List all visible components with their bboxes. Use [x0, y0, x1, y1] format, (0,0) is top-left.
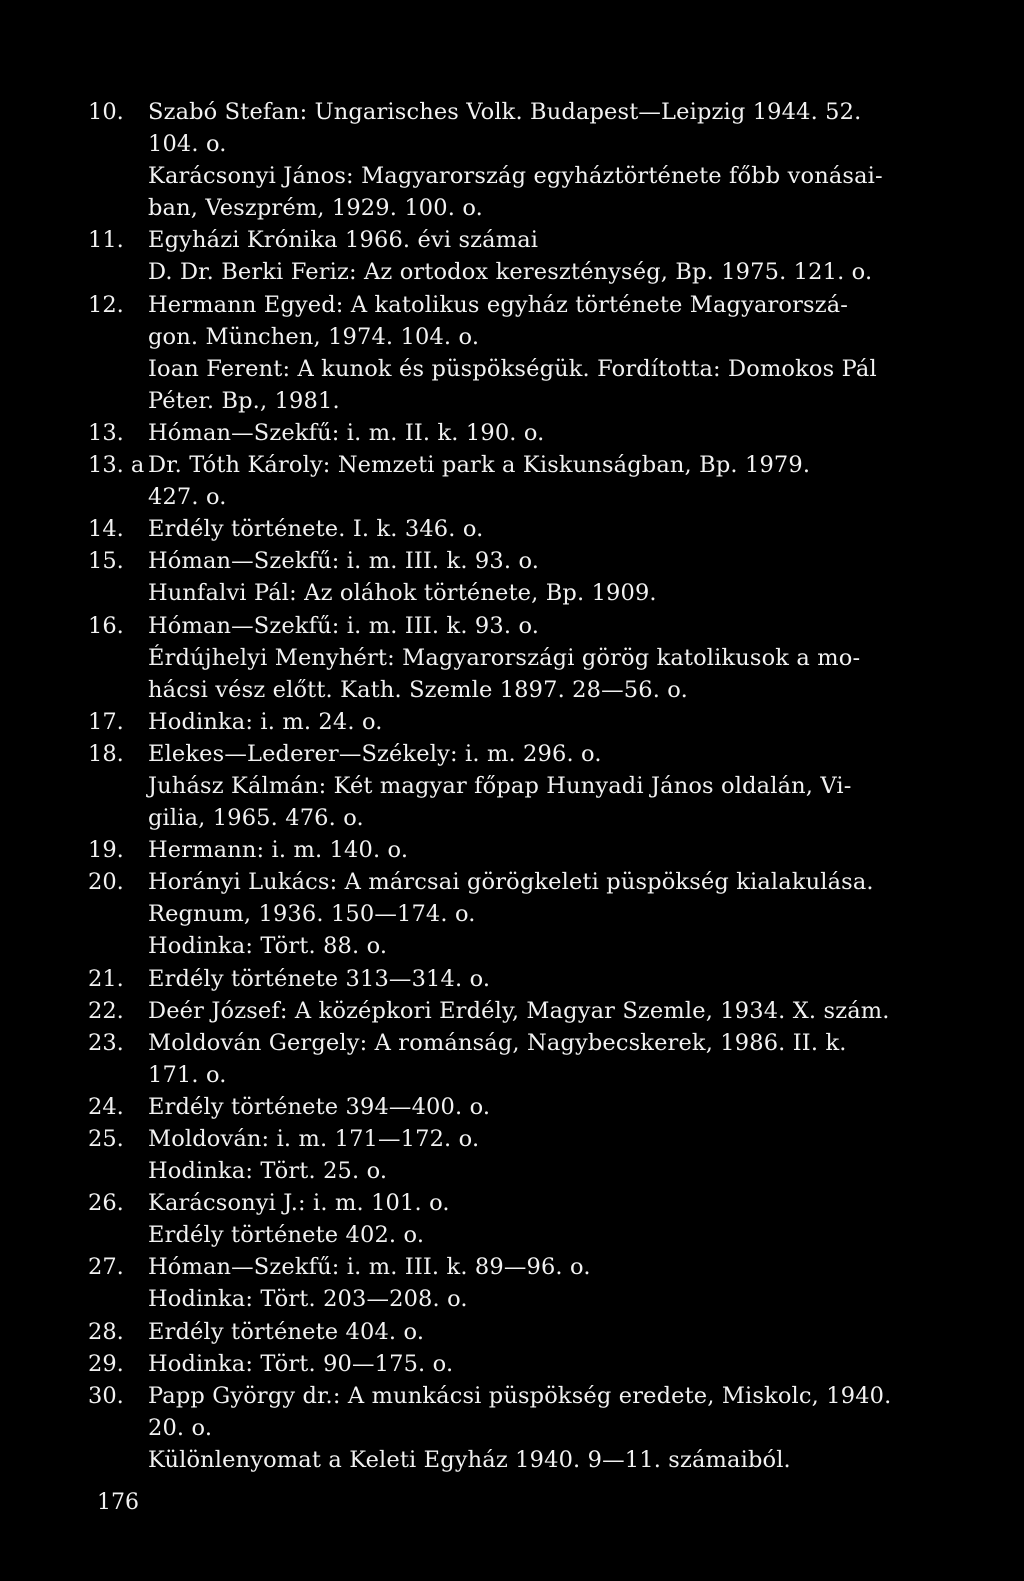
note-text: Hermann Egyed: A katolikus egyház története Magyarorszá- [148, 291, 849, 318]
note-line [88, 642, 988, 674]
note-line [88, 289, 988, 321]
note-text: Erdély története. I. k. 346. o. [148, 516, 484, 543]
note-text: Karácsonyi J.: i. m. 101. o. [148, 1190, 450, 1217]
note-text: Ioan Ferent: A kunok és püspökségük. Fordította: Domokos Pál [148, 355, 877, 382]
note-text: 20. o. [148, 1414, 213, 1441]
note-text: gon. München, 1974. 104. o. [148, 323, 480, 350]
note-text: hácsi vész előtt. Kath. Szemle 1897. 28—56. o. [148, 676, 688, 703]
note-line [88, 1283, 988, 1315]
note-number: 22. [88, 997, 124, 1024]
note-number: 24. [88, 1093, 124, 1120]
note-number: 29. [88, 1350, 124, 1377]
note-line [88, 128, 988, 160]
note-text: gilia, 1965. 476. o. [148, 805, 364, 832]
note-line [88, 1091, 988, 1123]
note-text: Hodinka: Tört. 88. o. [148, 933, 388, 960]
page-number: 176 [97, 1490, 139, 1515]
note-line [88, 1251, 988, 1283]
note-number: 30. [88, 1382, 124, 1409]
endnotes-list [88, 96, 988, 1476]
note-line [88, 898, 988, 930]
note-text: Hóman—Szekfű: i. m. III. k. 89—96. o. [148, 1254, 591, 1281]
note-text: Egyházi Krónika 1966. évi számai [148, 227, 539, 254]
note-line [88, 802, 988, 834]
note-text: Elekes—Lederer—Székely: i. m. 296. o. [148, 740, 602, 767]
note-number: 15. [88, 548, 124, 575]
note-number: 11. [88, 227, 124, 254]
note-line [88, 577, 988, 609]
note-text: Juhász Kálmán: Két magyar főpap Hunyadi János oldalán, Vi- [148, 772, 852, 799]
note-line [88, 1412, 988, 1444]
note-number: 20. [88, 869, 124, 896]
note-text: Moldován: i. m. 171—172. o. [148, 1126, 480, 1152]
note-number: 14. [88, 516, 124, 543]
note-text: Érdújhelyi Menyhért: Magyarországi görög katolikusok a mo- [148, 644, 861, 671]
note-number: 25. [88, 1126, 124, 1152]
note-line [88, 1316, 988, 1348]
note-line [88, 224, 988, 256]
note-line [88, 1187, 988, 1219]
note-text: Erdély története 394—400. o. [148, 1093, 491, 1120]
note-text: Karácsonyi János: Magyarország egyháztörténete főbb vonásai- [148, 163, 883, 190]
note-number: 18. [88, 740, 124, 767]
note-text: Erdély története 313—314. o. [148, 965, 491, 992]
note-number: 13. a [88, 452, 145, 479]
note-line [88, 449, 988, 481]
note-line [88, 770, 988, 802]
note-text: Hermann: i. m. 140. o. [148, 837, 409, 864]
note-line [88, 256, 988, 288]
note-number: 10. [88, 99, 124, 125]
note-line [88, 1444, 988, 1476]
note-number: 26. [88, 1190, 124, 1217]
note-text: 171. o. [148, 1061, 227, 1088]
note-text: Erdély története 402. o. [148, 1222, 425, 1249]
note-line [88, 706, 988, 738]
note-number: 17. [88, 708, 124, 735]
note-text: Hodinka: Tört. 25. o. [148, 1158, 388, 1185]
note-line [88, 995, 988, 1027]
note-number: 27. [88, 1254, 124, 1281]
note-line [88, 321, 988, 353]
note-text: Szabó Stefan: Ungarisches Volk. Budapest—Leipzig 1944. 52. [148, 99, 862, 125]
note-line [88, 1123, 988, 1155]
note-text: Hodinka: Tört. 90—175. o. [148, 1350, 454, 1377]
note-line [88, 738, 988, 770]
note-line [88, 481, 988, 513]
note-text: Hóman—Szekfű: i. m. III. k. 93. o. [148, 548, 540, 575]
note-number: 19. [88, 837, 124, 864]
note-text: Hóman—Szekfű: i. m. II. k. 190. o. [148, 419, 545, 446]
note-number: 16. [88, 612, 124, 639]
note-line [88, 834, 988, 866]
note-line [88, 610, 988, 642]
note-number: 23. [88, 1029, 124, 1056]
note-text: Moldován Gergely: A románság, Nagybecskerek, 1986. II. k. [148, 1029, 847, 1056]
note-text: Péter. Bp., 1981. [148, 387, 340, 414]
note-line [88, 674, 988, 706]
note-line [88, 385, 988, 417]
note-text: Erdély története 404. o. [148, 1318, 425, 1345]
note-line [88, 353, 988, 385]
note-text: Különlenyomat a Keleti Egyház 1940. 9—11. számaiból. [148, 1446, 791, 1473]
note-line [88, 160, 988, 192]
note-number: 13. [88, 419, 124, 446]
note-line [88, 545, 988, 577]
note-line [88, 930, 988, 962]
note-line [88, 96, 988, 128]
note-line [88, 417, 988, 449]
note-text: Regnum, 1936. 150—174. o. [148, 901, 476, 928]
note-text: Deér József: A középkori Erdély, Magyar Szemle, 1934. X. szám. [148, 997, 890, 1024]
note-line [88, 192, 988, 224]
note-line [88, 866, 988, 898]
note-text: 104. o. [148, 131, 227, 158]
note-line [88, 1027, 988, 1059]
note-text: Papp György dr.: A munkácsi püspökség eredete, Miskolc, 1940. [148, 1382, 892, 1409]
note-line [88, 513, 988, 545]
note-text: ban, Veszprém, 1929. 100. o. [148, 195, 483, 222]
note-line [88, 1059, 988, 1091]
note-line [88, 1219, 988, 1251]
note-number: 12. [88, 291, 124, 318]
note-text: Hunfalvi Pál: Az oláhok története, Bp. 1909. [148, 580, 657, 607]
note-line [88, 1380, 988, 1412]
note-number: 28. [88, 1318, 124, 1345]
note-line [88, 963, 988, 995]
note-text: Horányi Lukács: A márcsai görögkeleti püspökség kialakulása. [148, 869, 874, 896]
note-text: Hodinka: Tört. 203—208. o. [148, 1286, 468, 1313]
note-line [88, 1348, 988, 1380]
note-text: D. Dr. Berki Feriz: Az ortodox kereszténység, Bp. 1975. 121. o. [148, 259, 873, 286]
note-line [88, 1155, 988, 1187]
note-text: Hóman—Szekfű: i. m. III. k. 93. o. [148, 612, 540, 639]
note-text: 427. o. [148, 484, 227, 511]
note-number: 21. [88, 965, 124, 992]
note-text: Hodinka: i. m. 24. o. [148, 708, 383, 735]
note-text: Dr. Tóth Károly: Nemzeti park a Kiskunságban, Bp. 1979. [148, 452, 811, 479]
